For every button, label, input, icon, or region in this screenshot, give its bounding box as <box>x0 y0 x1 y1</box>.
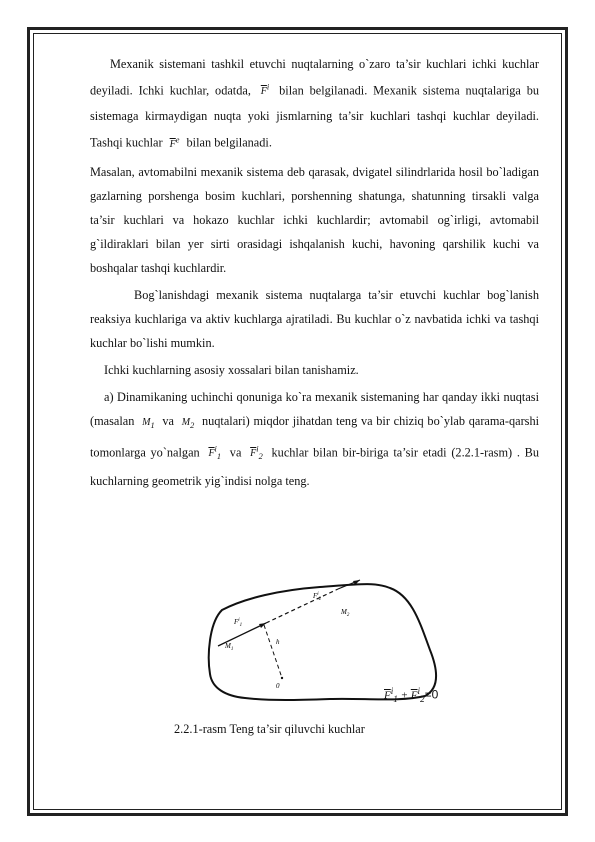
symbol-f1: $\overline{F}^i_1$ <box>208 444 222 461</box>
eq-equals-zero: =0 <box>424 687 439 702</box>
eq-f2: $\overline{F}$ <box>410 689 418 702</box>
figure-label-m1: $M_1$ <box>225 642 234 652</box>
figure-label-o: 0 <box>276 682 280 690</box>
eq-f1: $\overline{F}$ <box>384 689 391 702</box>
p5-va-1: va <box>162 413 174 428</box>
paragraph-example: Masalan, avtomabilni mexanik sistema deb qarasak, dvigatel silindrlarida hosil bo`ladigan gazlarning porshenga bosim kuchlari, porshenning shatunga, shatunning tirsakli valga ta’sir kuchlari va hokazo kuchlar ichki kuchlardir; avtomabil og`irligi, avtomabil g`ildiraklari bilan yer sirti orasidagi ishqalanish kuchi, havoning qarshilik kuchi va boshqalar tashqi kuchlardir. <box>90 164 539 275</box>
paragraph-internal-forces <box>90 52 539 157</box>
symbol-f-internal: $\overline{F}^i$ <box>260 83 270 98</box>
force-line-dashed <box>266 589 338 623</box>
p1-text-c: bilan belgilanadi. <box>186 135 272 150</box>
figure-caption: 2.2.1-rasm Teng ta’sir qiluvchi kuchlar <box>174 722 365 736</box>
p5-text-a: a) Dinamikaning uchinchi qonuniga ko`ra mexanik sistemaning har qanday ikki nuqtasi (masalan <box>90 389 539 428</box>
point-o <box>281 677 283 679</box>
eq-plus: + <box>400 689 409 702</box>
equation-sum-zero <box>384 686 438 704</box>
p5-text-c: kuchlar bilan bir-biriga ta’sir etadi (2.2.1-rasm) . Bu kuchlarning geometrik yig`indisi nolga teng. <box>90 444 540 488</box>
paragraph-intro-properties: Ichki kuchlarning asosiy xossalari bilan tanishamiz. <box>104 362 359 377</box>
eq-f1-sub: 1 <box>393 693 398 704</box>
p1-text-a: Mexanik sistemani tashkil etuvchi nuqtalarning o`zaro ta’sir kuchlari ichki kuchlar deyiladi. Ichki kuchlar, odatda, <box>90 57 539 98</box>
perpendicular-h <box>264 625 282 678</box>
eq-f1-sup: i <box>390 686 394 696</box>
eq-f2-sub: 2 <box>420 693 425 704</box>
figure-label-f1: $F^i_1$ <box>234 618 243 628</box>
body-outline <box>209 584 436 700</box>
symbol-f-external: $\overline{F}^e$ <box>169 135 180 150</box>
p5-text-b: nuqtalari) miqdor jihatdan teng va bir chiziq bo`ylab qarama-qarshi tomonlarga yo`nalgan <box>90 413 540 459</box>
symbol-m1: $M_1$ <box>142 416 155 430</box>
document-body <box>90 52 539 493</box>
figure-label-m2: $M_2$ <box>341 608 350 618</box>
paragraph-third-law <box>90 385 539 493</box>
p5-va-2: va <box>229 444 242 459</box>
symbol-m2: $M_2$ <box>181 416 195 430</box>
eq-f2-sup: i <box>417 686 421 696</box>
figure-label-f2: $F^i_2$ <box>313 592 322 602</box>
symbol-f2: $\overline{F}^i_2$ <box>250 444 263 461</box>
p1-text-b: bilan belgilanadi. Mexanik sistema nuqtalariga bu sistemaga kirmaydigan nuqta yoki jismlarning ta’sir kuchlari tashqi kuchlar deyiladi. Tashqi kuchlar <box>90 83 540 150</box>
paragraph-constraints: Bog`lanishdagi mexanik sistema nuqtalarga ta’sir etuvchi kuchlar bog`lanish reaksiya kuchlariga va aktiv kuchlarga ajratiladi. Bu kuchlar o`z navbatida ichki va tashqi kuchlar bo`lishi mumkin. <box>90 287 539 350</box>
figure-label-h: h <box>276 638 280 646</box>
